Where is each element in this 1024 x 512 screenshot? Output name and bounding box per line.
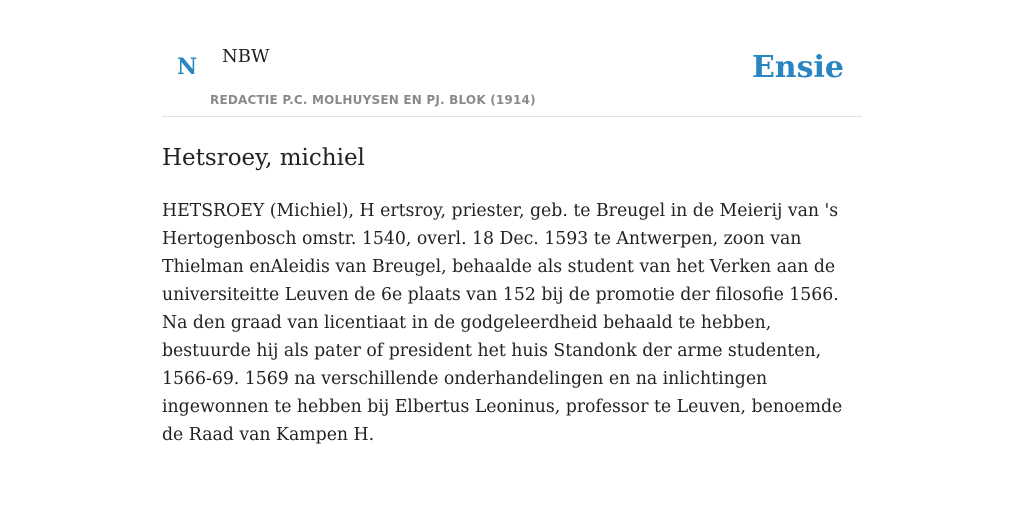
brand-logo-link[interactable]: Ensie [751, 50, 844, 85]
header [162, 0, 862, 117]
book-logo[interactable]: N [177, 54, 198, 80]
article-title: Hetsroey, michiel [162, 145, 365, 171]
page-container [162, 0, 862, 449]
article-body: HETSROEY (Michiel), H ertsroy, priester, geb. te Breugel in de Meierij van 's Hertogenbosch omstr. 1540, overl. 18 Dec. 1593 te Antwerpen, zoon van Thielman enAleidis van Breugel, behaalde als student van het Verken aan de universiteitte Leuven de 6e plaats van 152 bij de promotie der filosofie 1566. Na den graad van licentiaat in de godgeleerdheid behaald te hebben, bestuurde hij als pater of president het huis Standonk der arme studenten, 1566-69. 1569 na verschillende onderhandelingen en na inlichtingen ingewonnen te hebben bij Elbertus Leoninus, professor te Leuven, benoemde de Raad van Kampen H. [162, 201, 843, 445]
book-name-link[interactable]: NBW [222, 46, 270, 67]
editors-subtitle: REDACTIE P.C. MOLHUYSEN EN PJ. BLOK (1914) [210, 93, 536, 107]
